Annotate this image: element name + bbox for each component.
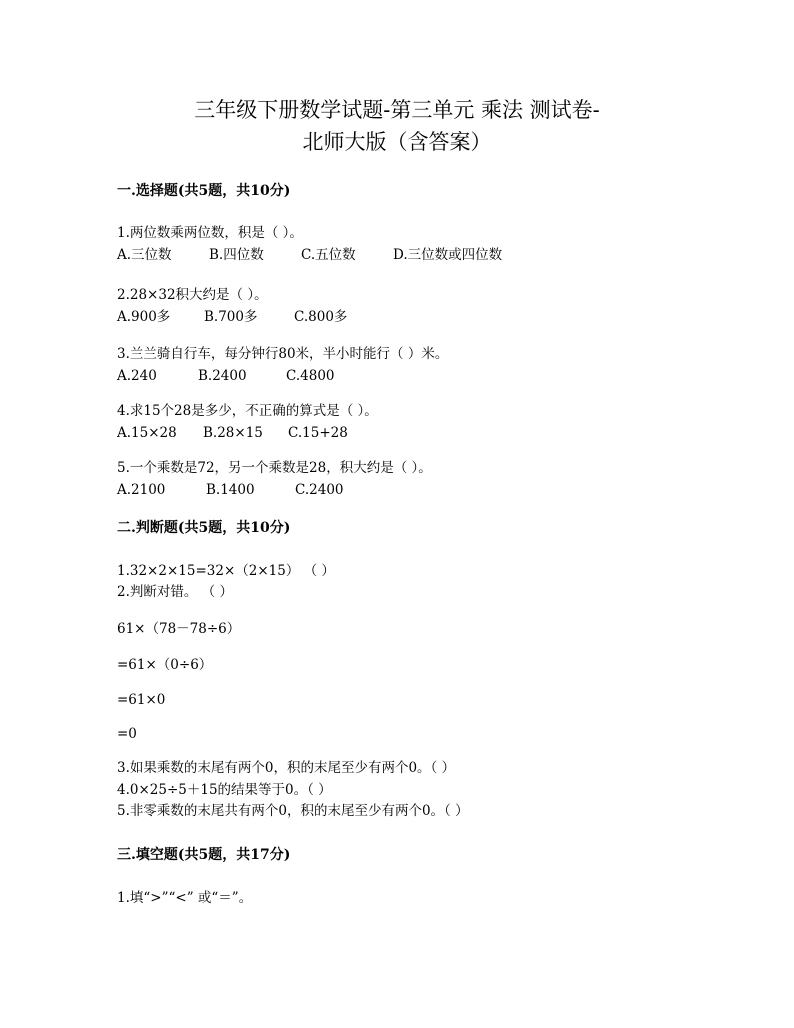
statement-line: =61×0 bbox=[117, 692, 166, 708]
statement-line: =61×（0÷6） bbox=[117, 657, 213, 673]
question-text: 4.求15个28是多少，不正确的算式是（ ）。 bbox=[117, 403, 378, 419]
question-text: 5.一个乘数是72，另一个乘数是28，积大约是（ ）。 bbox=[117, 460, 432, 476]
statement-line: 1.32×2×15=32×（2×15） （ ） bbox=[117, 563, 335, 579]
question-text: 1.两位数乘两位数，积是（ ）。 bbox=[117, 225, 303, 241]
statement-line: =0 bbox=[117, 726, 137, 742]
option-b: B.2400 bbox=[198, 368, 247, 384]
option-a: A.2100 bbox=[117, 482, 166, 498]
statement-line: 5.非零乘数的末尾共有两个0，积的末尾至少有两个0。（ ） bbox=[117, 803, 469, 819]
section-heading-multiple-choice: 一.选择题(共5题，共10分) bbox=[117, 183, 291, 199]
question-text: 3.兰兰骑自行车，每分钟行80米，半小时能行（ ）米。 bbox=[117, 346, 449, 362]
option-b: B.700多 bbox=[204, 309, 258, 325]
section-heading-fill-in: 三.填空题(共5题，共17分) bbox=[117, 847, 291, 863]
statement-line: 4.0×25÷5＋15的结果等于0。（ ） bbox=[117, 782, 332, 798]
option-c: C.2400 bbox=[295, 482, 344, 498]
statement-line: 61×（78－78÷6） bbox=[117, 621, 241, 637]
option-c: C.4800 bbox=[286, 368, 335, 384]
question-text: 1.填“>”“<” 或“＝”。 bbox=[117, 890, 253, 906]
question-text: 2.28×32积大约是（ ）。 bbox=[117, 287, 268, 303]
option-a: A.240 bbox=[117, 368, 157, 384]
option-a: A.900多 bbox=[117, 309, 171, 325]
option-d: D.三位数或四位数 bbox=[393, 247, 503, 263]
option-b: B.1400 bbox=[206, 482, 255, 498]
option-b: B.28×15 bbox=[203, 425, 263, 441]
statement-line: 2.判断对错。 （ ） bbox=[117, 584, 233, 600]
option-c: C.15+28 bbox=[288, 425, 348, 441]
option-a: A.15×28 bbox=[117, 425, 177, 441]
document-title-line-2: 北师大版（含答案） bbox=[302, 130, 492, 154]
option-b: B.四位数 bbox=[209, 247, 264, 263]
option-c: C.五位数 bbox=[301, 247, 356, 263]
statement-line: 3.如果乘数的末尾有两个0，积的末尾至少有两个0。（ ） bbox=[117, 760, 456, 776]
option-a: A.三位数 bbox=[117, 247, 172, 263]
document-title-line-1: 三年级下册数学试题-第三单元 乘法 测试卷- bbox=[194, 98, 600, 122]
option-c: C.800多 bbox=[294, 309, 348, 325]
section-heading-true-false: 二.判断题(共5题，共10分) bbox=[117, 520, 291, 536]
